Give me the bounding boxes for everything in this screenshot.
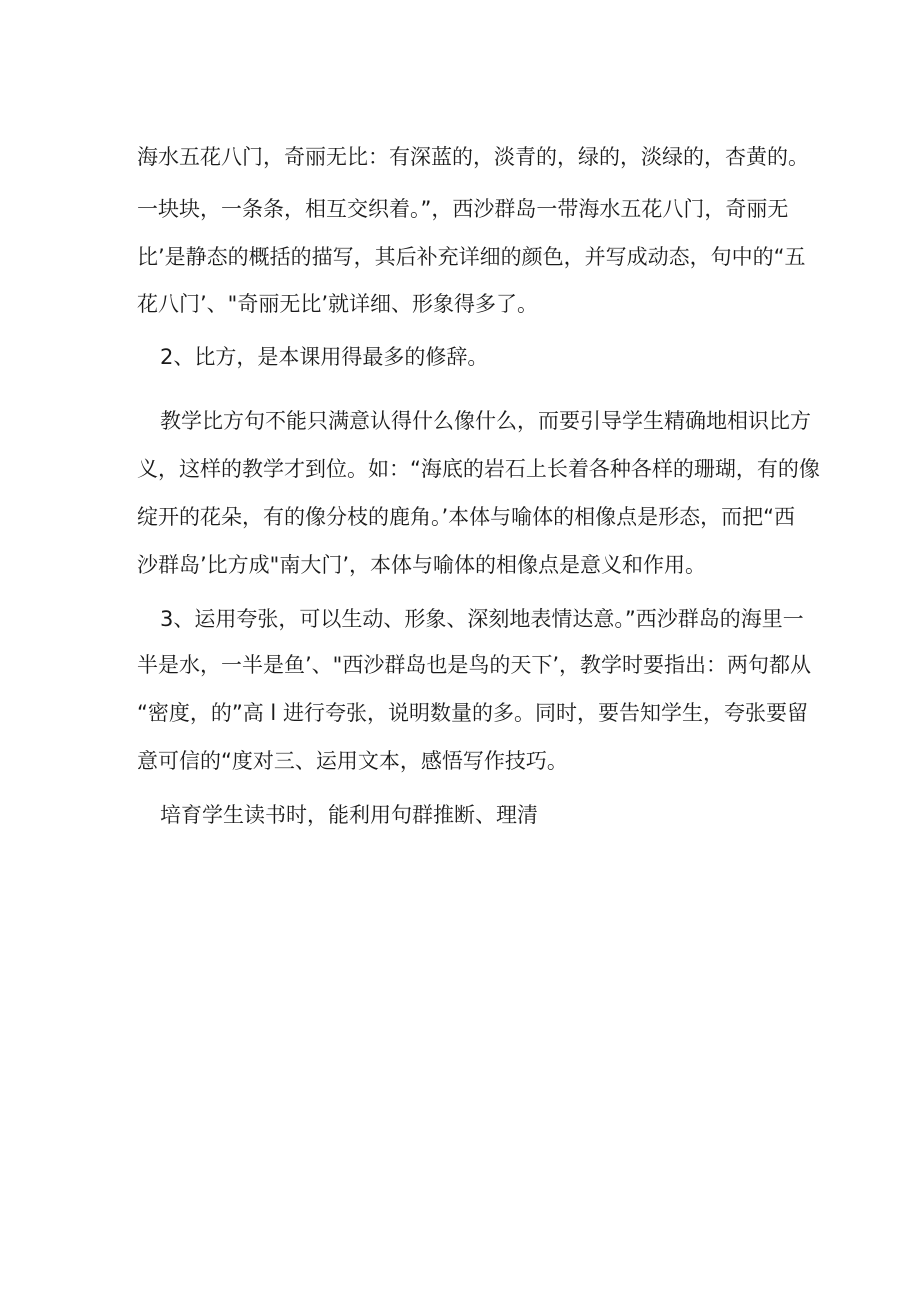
section-heading-2: 2、比方，是本课用得最多的修辞。	[160, 345, 489, 369]
text-line-7: 义，这样的教学才到位。如：“海底的岩石上长着各种各样的珊瑚，有的像	[137, 457, 820, 481]
text-line-2: 一块块，一条条，相互交织着。”，西沙群岛一带海水五花八门，奇丽无	[137, 197, 789, 221]
text-line-8: 绽开的花朵，有的像分枝的鹿角。’本体与喻体的相像点是形态，而把“西	[137, 505, 796, 529]
text-line-9: 沙群岛’比方成"南大门’，本体与喻体的相像点是意义和作用。	[137, 553, 707, 577]
text-line-11: 半是水，一半是鱼’、"西沙群岛也是鸟的天下’，教学时要指出：两句都从	[137, 653, 812, 677]
text-line-12: “密度，的”高 l 进行夸张，说明数量的多。同时，要告知学生，夸张要留	[137, 701, 808, 725]
text-line-14: 培育学生读书时，能利用句群推断、理清	[160, 803, 538, 827]
text-line-6: 教学比方句不能只满意认得什么像什么，而要引导学生精确地相识比方	[160, 409, 811, 433]
text-line-3: 比’是静态的概括的描写，其后补充详细的颜色，并写成动态，句中的“五	[137, 245, 806, 269]
text-line-4: 花八门’、"奇丽无比’就详细、形象得多了。	[137, 292, 539, 316]
section-heading-3: 3、运用夸张，可以生动、形象、深刻地表情达意。”西沙群岛的海里一	[160, 607, 804, 631]
text-line-13: 意可信的“度对三、运用文本，感悟写作技巧。	[137, 749, 568, 773]
text-line-1: 海水五花八门，奇丽无比：有深蓝的，淡青的，绿的，淡绿的，杏黄的。	[137, 145, 809, 169]
